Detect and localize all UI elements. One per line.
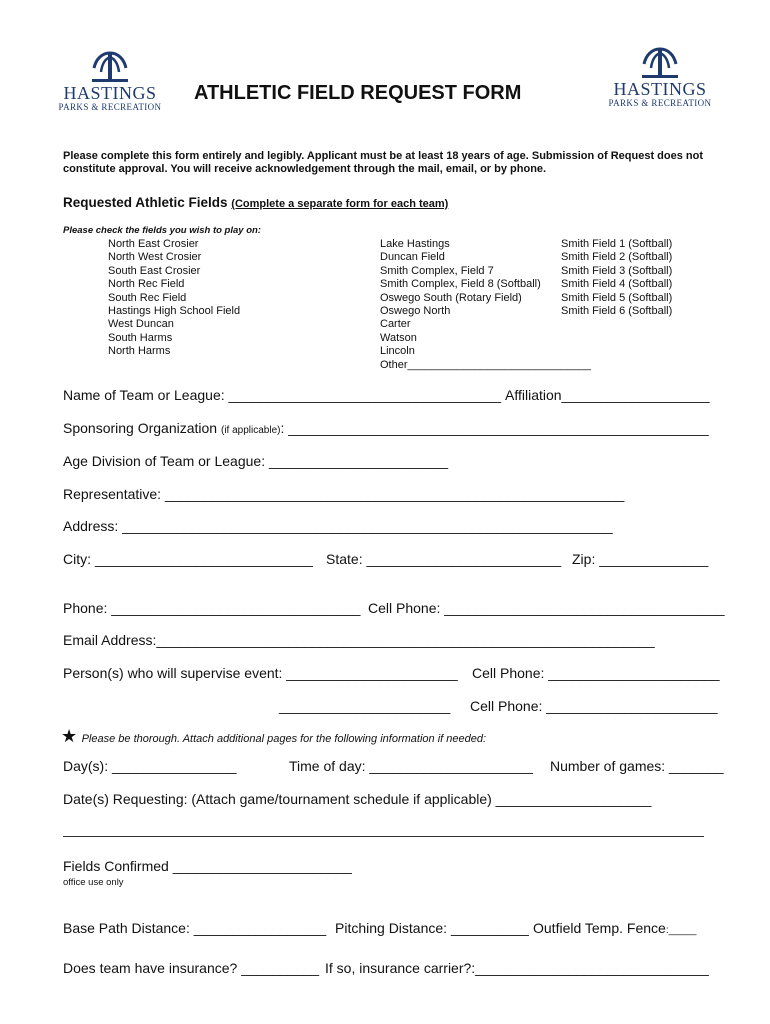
office-use-label: office use only: [63, 877, 124, 888]
outfield-fence-label: Outfield Temp. Fence: [533, 920, 666, 936]
form-title: ATHLETIC FIELD REQUEST FORM: [194, 82, 522, 104]
field-option[interactable]: Lake Hastings: [380, 238, 450, 250]
sponsor-field[interactable]: [63, 420, 709, 436]
zip-field[interactable]: Zip: ______________: [572, 551, 709, 567]
intro-text: Please complete this form entirely and legibly. Applicant must be at least 18 years of age. Submission of Request does not constitute approval. You will receive acknowledgement through the mail, email, or by phone.: [63, 150, 703, 175]
fountain-icon: [636, 46, 684, 80]
field-option[interactable]: Smith Field 5 (Softball): [561, 291, 673, 304]
field-option[interactable]: West Duncan: [108, 318, 174, 331]
star-icon: ★: [61, 726, 78, 746]
sponsor-label: Sponsoring Organization: [63, 420, 221, 436]
supervisor-field[interactable]: Person(s) who will supervise event: ______________________: [63, 665, 458, 681]
dates-continuation-line[interactable]: [63, 836, 704, 837]
city-field[interactable]: City: ____________________________: [63, 551, 313, 567]
hastings-logo-left: [55, 50, 165, 120]
field-option[interactable]: Oswego North: [380, 305, 451, 318]
fields-heading-note: (Complete a separate form for each team): [231, 198, 449, 210]
pitching-distance-field[interactable]: Pitching Distance: __________: [335, 920, 529, 936]
field-option[interactable]: North Rec Field: [108, 278, 185, 291]
fields-column-2: [380, 238, 591, 372]
field-option-other[interactable]: Other______________________________: [380, 358, 592, 371]
fields-column-3: [561, 238, 672, 318]
field-option[interactable]: Smith Field 6 (Softball): [561, 305, 673, 318]
insurance-carrier-field[interactable]: If so, insurance carrier?:______________________________: [325, 960, 709, 976]
field-option[interactable]: Watson: [380, 331, 417, 344]
sponsor-line[interactable]: : ______________________________________________________: [280, 420, 709, 436]
dates-requesting-field[interactable]: Date(s) Requesting: (Attach game/tournament schedule if applicable) ____________________: [63, 791, 652, 807]
fields-heading-text: Requested Athletic Fields: [63, 195, 228, 210]
field-option[interactable]: Oswego South (Rotary Field): [380, 291, 522, 304]
field-option[interactable]: South East Crosier: [108, 264, 201, 277]
logo-subtitle: PARKS & RECREATION: [608, 98, 712, 108]
supervisor2-field[interactable]: ______________________: [279, 698, 451, 714]
field-option[interactable]: Lincoln: [380, 345, 415, 358]
number-of-games-field[interactable]: Number of games: _______: [550, 758, 724, 774]
fields-confirmed-field[interactable]: Fields Confirmed _______________________: [63, 858, 352, 874]
email-field[interactable]: Email Address:________________________________________________________________: [63, 632, 655, 648]
field-option[interactable]: Smith Field 4 (Softball): [561, 278, 673, 291]
field-option[interactable]: Smith Complex, Field 7: [380, 264, 494, 277]
logo-subtitle: PARKS & RECREATION: [58, 102, 162, 112]
supervisor-cell-field[interactable]: Cell Phone: ______________________: [472, 665, 720, 681]
fields-heading: [63, 195, 448, 210]
field-option[interactable]: North West Crosier: [108, 251, 202, 264]
age-division-field[interactable]: Age Division of Team or League: _______________________: [63, 453, 449, 469]
base-path-field[interactable]: Base Path Distance: _________________: [63, 920, 327, 936]
field-option[interactable]: Carter: [380, 318, 411, 331]
field-option[interactable]: North Harms: [108, 345, 171, 358]
outfield-fence-field[interactable]: [533, 920, 696, 936]
field-option[interactable]: Smith Field 1 (Softball): [561, 238, 673, 250]
field-option[interactable]: Smith Field 3 (Softball): [561, 264, 673, 277]
field-option[interactable]: North East Crosier: [108, 238, 199, 250]
fields-column-1: [108, 238, 240, 359]
address-field[interactable]: Address: _______________________________________________________________: [63, 518, 613, 534]
field-option[interactable]: Smith Complex, Field 8 (Softball): [380, 278, 541, 291]
field-option[interactable]: South Rec Field: [108, 291, 187, 304]
supervisor2-cell-field[interactable]: Cell Phone: ______________________: [470, 698, 718, 714]
state-field[interactable]: State: _________________________: [326, 551, 562, 567]
team-name-field[interactable]: Name of Team or League: ___________________________________: [63, 387, 502, 403]
fields-instruction: Please check the fields you wish to play on:: [63, 225, 261, 236]
cell-phone-field[interactable]: Cell Phone: ____________________________________: [368, 600, 725, 616]
time-of-day-field[interactable]: Time of day: _____________________: [289, 758, 533, 774]
field-option[interactable]: Hastings High School Field: [108, 305, 241, 318]
logo-name: HASTINGS: [613, 79, 707, 99]
field-option[interactable]: South Harms: [108, 331, 173, 344]
representative-field[interactable]: Representative: ___________________________________________________________: [63, 486, 625, 502]
days-field[interactable]: Day(s): ________________: [63, 758, 237, 774]
affiliation-field[interactable]: Affiliation___________________: [505, 387, 710, 403]
phone-field[interactable]: Phone: ________________________________: [63, 600, 361, 616]
fountain-icon: [86, 50, 134, 84]
insurance-field[interactable]: Does team have insurance? __________: [63, 960, 320, 976]
thorough-note: Please be thorough. Attach additional pages for the following information if needed:: [81, 733, 487, 745]
hastings-logo-right: [605, 46, 715, 116]
outfield-fence-line[interactable]: :_____: [665, 925, 697, 936]
field-option[interactable]: Smith Field 2 (Softball): [561, 251, 673, 264]
logo-name: HASTINGS: [63, 83, 157, 103]
sponsor-qualifier: (if applicable): [221, 425, 281, 436]
field-option[interactable]: Duncan Field: [380, 251, 445, 264]
thorough-note-row: [61, 727, 486, 747]
